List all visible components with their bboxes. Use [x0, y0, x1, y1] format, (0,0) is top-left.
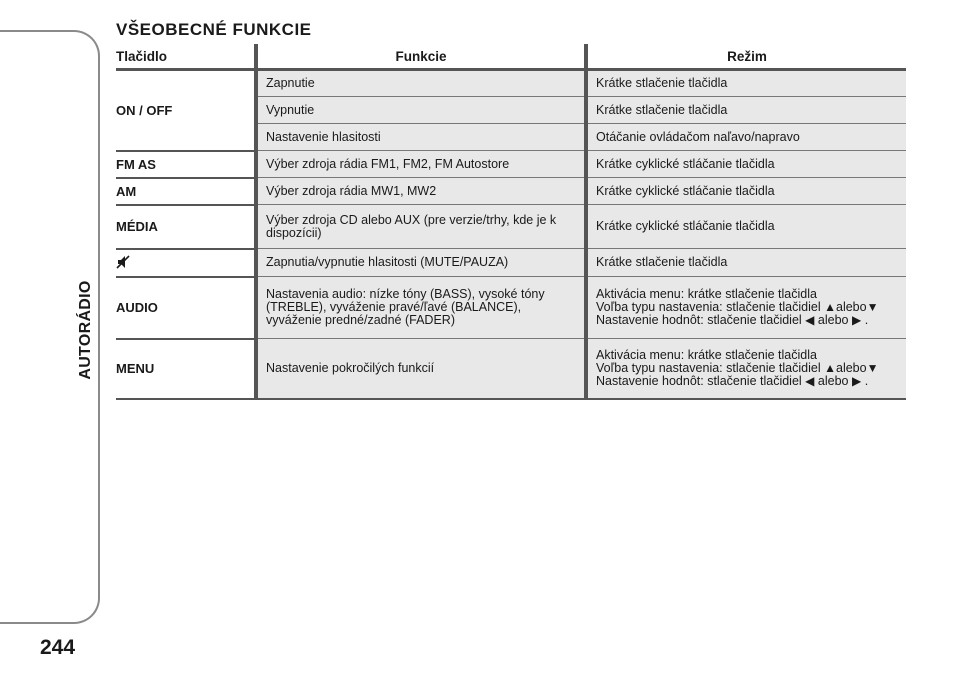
mode-line: Voľba typu nastavenia: stlačenie tlačidiel ▲alebo▼: [596, 300, 879, 314]
function-cell: Nastavenie pokročilých funkcií: [256, 339, 586, 399]
function-cell: Nastavenia audio: nízke tóny (BASS), vysoké tóny (TREBLE), vyváženie pravé/ľavé (BALANCE), vyváženie predné/zadné (FADER): [256, 277, 586, 339]
up-arrow-icon: ▲: [824, 360, 836, 375]
down-arrow-icon: ▼: [866, 360, 879, 375]
function-cell: Výber zdroja rádia MW1, MW2: [256, 178, 586, 205]
section-label: AUTORÁDIO: [77, 280, 94, 380]
table-row: [116, 178, 906, 205]
up-arrow-icon: ▲: [824, 300, 836, 314]
mode-line: Voľba typu nastavenia: stlačenie tlačidiel ▲alebo▼: [596, 360, 879, 375]
function-cell: Zapnutie: [256, 70, 586, 97]
button-fm-as: FM AS: [116, 151, 256, 178]
mode-cell: [586, 277, 906, 339]
table-row: [116, 277, 906, 339]
functions-table: [116, 44, 906, 400]
function-cell: Výber zdroja rádia FM1, FM2, FM Autostore: [256, 151, 586, 178]
mute-icon: [116, 255, 130, 269]
function-cell: Nastavenie hlasitosti: [256, 124, 586, 151]
left-arrow-icon: ◀: [805, 313, 815, 327]
header-mode: Režim: [586, 44, 906, 70]
mode-line: Aktivácia menu: krátke stlačenie tlačidla: [596, 347, 817, 362]
page-number: 244: [40, 636, 76, 659]
table-row: [116, 205, 906, 249]
table-row: [116, 151, 906, 178]
right-arrow-icon: ▶: [851, 313, 862, 327]
header-button: Tlačidlo: [116, 44, 256, 70]
page-title: VŠEOBECNÉ FUNKCIE: [116, 20, 312, 39]
table-header-row: [116, 44, 906, 70]
mode-line: Nastavenie hodnôt: stlačenie tlačidiel ◀ alebo ▶ .: [596, 313, 869, 327]
down-arrow-icon: ▼: [866, 300, 879, 314]
function-cell: Vypnutie: [256, 97, 586, 124]
left-arrow-icon: ◀: [805, 373, 815, 388]
mode-cell: Otáčanie ovládačom naľavo/napravo: [586, 124, 906, 151]
mode-line: Nastavenie hodnôt: stlačenie tlačidiel ◀ alebo ▶ .: [596, 373, 869, 388]
function-cell: Výber zdroja CD alebo AUX (pre verzie/trhy, kde je k dispozícii): [256, 205, 586, 249]
button-am: AM: [116, 178, 256, 205]
button-on-off: ON / OFF: [116, 70, 256, 151]
mode-cell: [586, 339, 906, 399]
mode-cell: Krátke cyklické stláčanie tlačidla: [586, 151, 906, 178]
button-media: MÉDIA: [116, 205, 256, 249]
button-menu: MENU: [116, 339, 256, 399]
function-cell: Zapnutia/vypnutie hlasitosti (MUTE/PAUZA): [256, 249, 586, 277]
mode-line: Aktivácia menu: krátke stlačenie tlačidla: [596, 287, 817, 301]
table-row: [116, 339, 906, 399]
mode-cell: Krátke stlačenie tlačidla: [586, 249, 906, 277]
button-audio: AUDIO: [116, 277, 256, 339]
table-row: [116, 249, 906, 277]
mode-cell: Krátke stlačenie tlačidla: [586, 70, 906, 97]
mode-cell: Krátke stlačenie tlačidla: [586, 97, 906, 124]
table-row: [116, 70, 906, 97]
header-function: Funkcie: [256, 44, 586, 70]
mode-cell: Krátke cyklické stláčanie tlačidla: [586, 205, 906, 249]
mode-cell: Krátke cyklické stláčanie tlačidla: [586, 178, 906, 205]
button-mute: [116, 249, 256, 277]
right-arrow-icon: ▶: [851, 373, 862, 388]
